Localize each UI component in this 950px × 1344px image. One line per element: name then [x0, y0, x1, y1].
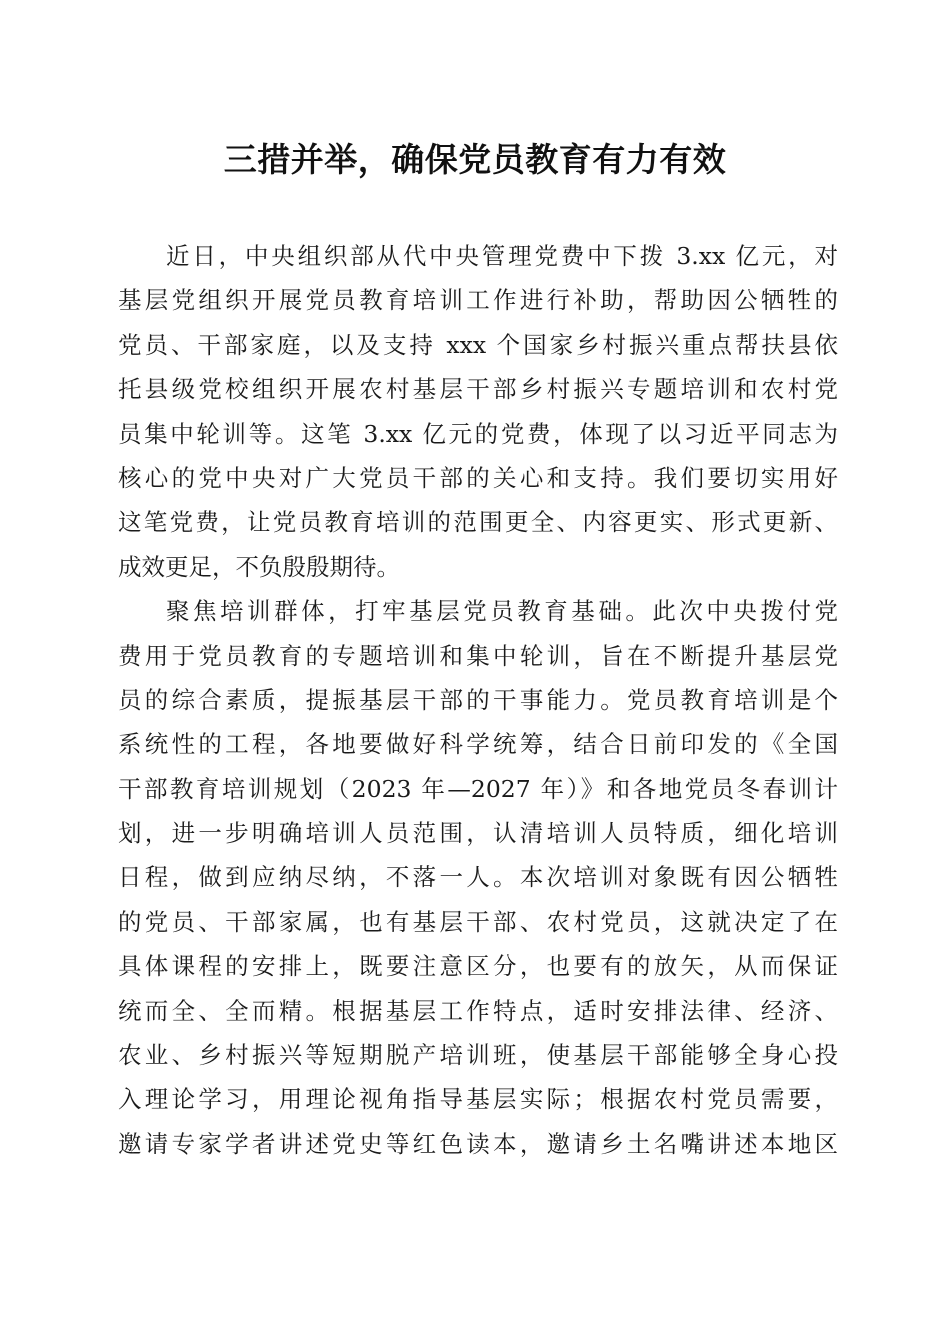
text-line: 系统性的工程，各地要做好科学统筹，结合日前印发的《全国	[118, 730, 838, 759]
text-line: 这笔党费，让党员教育培训的范围更全、内容更实、形式更新、	[118, 508, 838, 537]
text-line: 党员、干部家庭，以及支持 xxx 个国家乡村振兴重点帮扶县依	[118, 330, 838, 359]
text-line: 农业、乡村振兴等短期脱产培训班，使基层干部能够全身心投	[118, 1041, 838, 1070]
text-line: 日程，做到应纳尽纳，不落一人。本次培训对象既有因公牺牲	[118, 863, 838, 892]
text-line: 员的综合素质，提振基层干部的干事能力。党员教育培训是个	[118, 685, 838, 714]
document-title: 三措并举，确保党员教育有力有效	[223, 140, 727, 179]
text-line: 聚焦培训群体，打牢基层党员教育基础。此次中央拨付党	[166, 597, 838, 626]
text-line: 统而全、全而精。根据基层工作特点，适时安排法律、经济、	[118, 996, 838, 1025]
text-line: 托县级党校组织开展农村基层干部乡村振兴专题培训和农村党	[118, 375, 838, 404]
paragraph-2	[118, 589, 838, 1166]
text-line: 费用于党员教育的专题培训和集中轮训，旨在不断提升基层党	[118, 641, 838, 670]
paragraph-1	[118, 234, 838, 589]
document-body	[118, 234, 838, 1166]
text-line: 干部教育培训规划（2023 年—2027 年）》和各地党员冬春训计	[118, 774, 838, 803]
text-line: 划，进一步明确培训人员范围，认清培训人员特质，细化培训	[118, 819, 838, 848]
text-line: 近日，中央组织部从代中央管理党费中下拨 3.xx 亿元，对	[166, 242, 838, 270]
text-line: 具体课程的安排上，既要注意区分，也要有的放矢，从而保证	[118, 952, 838, 981]
text-line: 员集中轮训等。这笔 3.xx 亿元的党费，体现了以习近平同志为	[118, 419, 838, 448]
text-line: 核心的党中央对广大党员干部的关心和支持。我们要切实用好	[118, 463, 838, 492]
text-line: 入理论学习，用理论视角指导基层实际；根据农村党员需要，	[118, 1085, 838, 1114]
text-line: 的党员、干部家属，也有基层干部、农村党员，这就决定了在	[118, 907, 838, 936]
text-line: 基层党组织开展党员教育培训工作进行补助，帮助因公牺牲的	[118, 286, 838, 315]
text-line: 成效更足，不负殷殷期待。	[118, 552, 400, 581]
text-line: 邀请专家学者讲述党史等红色读本，邀请乡土名嘴讲述本地区	[118, 1129, 838, 1158]
